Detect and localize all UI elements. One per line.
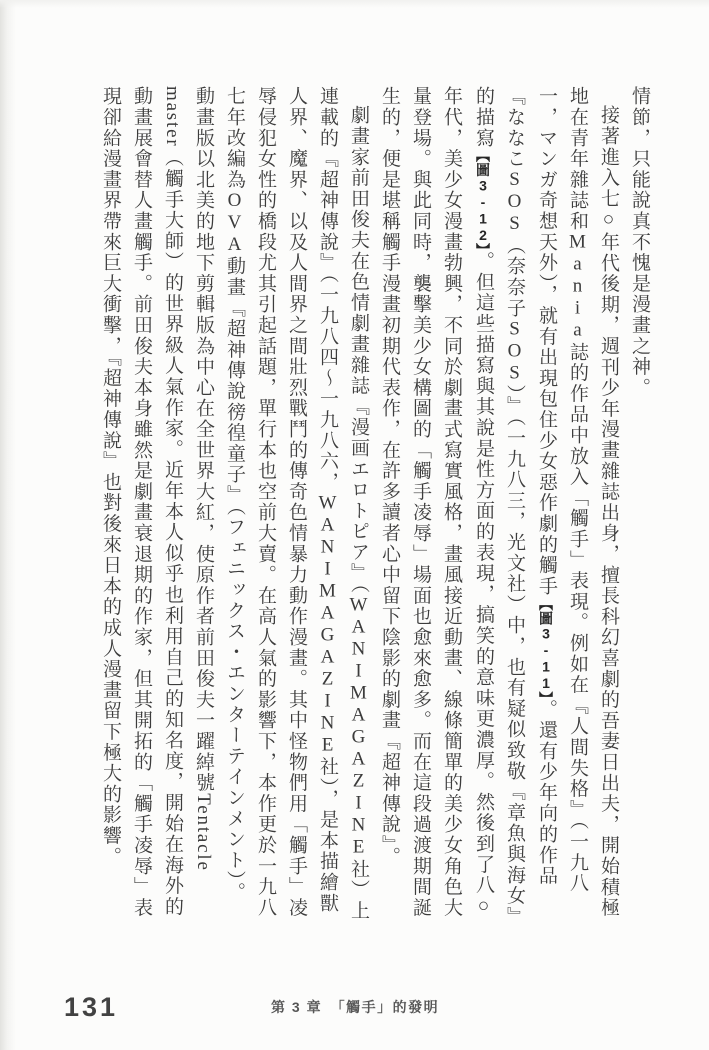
text-segment: SOS — [504, 169, 525, 236]
text-segment: WANIMAGAZINE — [317, 492, 338, 757]
page-edge-shadow — [0, 0, 16, 1050]
page-number: 131 — [64, 992, 119, 1022]
figure-reference: 【圖3-12】 — [475, 148, 491, 251]
paragraph — [95, 86, 374, 922]
text-segment: 劇畫家前田俊夫在色情劇畫雜誌『漫画エロトピア』（ — [348, 105, 369, 595]
text-segment: 動畫『超神傳說徬徨童子』（フェニックス・エンターテインメント）。動畫版以北美的地下剪輯版為中心在全世界大紅，使原作者前田俊夫一躍綽號 — [193, 86, 245, 903]
text-segment: WANIMAGAZINE — [348, 594, 369, 859]
text-segment: 情節，只能說真不愧是漫畫之神。 — [629, 86, 650, 398]
figure-reference: 【圖3-11】 — [538, 596, 554, 699]
text-segment: （觸手大師）的世界級人氣作家。近年本人似乎也利用自己的知名度，開始在海外的動畫展會替人畫觸手。前田俊夫本身雖然是劇畫衰退期的作家，但其開拓的「觸手凌辱」表現卻給漫畫界帶來巨大衝擊，『超神傳說』也對後來日本的成人漫畫留下極大的影響。 — [100, 86, 183, 918]
paragraph — [624, 86, 655, 922]
text-segment: （奈奈子 — [504, 235, 525, 319]
paragraph — [374, 86, 624, 922]
chapter-footer: 第 3 章 「觸手」的發明 — [271, 999, 440, 1015]
text-segment: 社）上連載的『超神傳說』（一九八四～一九八六， — [317, 86, 369, 922]
text-segment: Mania — [567, 231, 588, 342]
text-segment: 社），是本描繪獸人界、魔界、以及人間界之間壯烈戰鬥的傳奇色情暴力動作漫畫。其中怪物們用「觸手」凌辱侵犯女性的橋段尤其引起話題，單行本也空前大賣。在高人氣的影響下，本作更於一九八七年改編為 — [224, 86, 338, 918]
article-body — [95, 86, 655, 922]
text-segment: Tentacle master — [162, 86, 214, 872]
text-segment: 。還有少年向的作品『ななこ — [504, 86, 557, 887]
text-segment: 。但這些描寫與其說是性方面的表現，搞笑的意味更濃厚。然後到了八○年代，美少女漫畫勃興，不同於劇畫式寫實風格，畫風接近動畫、線條簡單的美少女角色大量登場。與此同時，襲擊美少女構圖的「觸手凌辱」場面也愈來愈多。而在這段過渡期間誕生的，便是堪稱觸手漫畫初期代表作，在許多讀者心中留下陰影的劇畫『超神傳說』。 — [379, 86, 494, 919]
text-segment: 接著進入七○年代後期，週刊少年漫畫雜誌出身，擅長科幻喜劇的吾妻日出夫，開始積極地在青年雜誌和 — [567, 86, 619, 919]
text-segment: OVA — [224, 190, 245, 256]
text-segment: ）』（一九八三，光文社）中，也有疑似致敬『章魚與海女』的描寫 — [473, 86, 525, 918]
text-segment: SOS — [504, 318, 525, 385]
page-top-shadow — [0, 0, 709, 8]
text-segment: 誌的作品中放入「觸手」表現。例如在『人間失格』（一九八一，マンガ奇想天外），就有出現包住少女惡作劇的觸手 — [536, 86, 588, 894]
